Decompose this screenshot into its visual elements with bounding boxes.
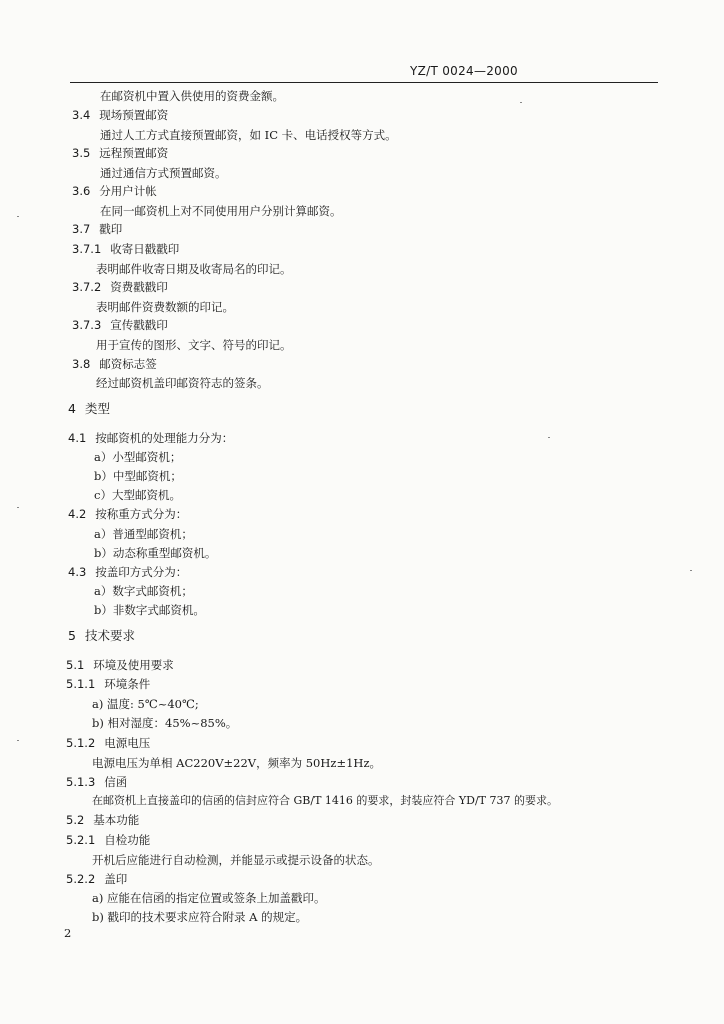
list-item: b）中型邮资机；: [94, 469, 182, 483]
clause-heading-3-7-1: 3.7.1 收寄日戳戳印: [72, 242, 180, 256]
scan-speck: [548, 437, 550, 438]
list-item: a）小型邮资机；: [94, 450, 182, 464]
clause-heading-3-6: 3.6 分用户计帐: [72, 184, 157, 198]
clause-heading-5-1-2: 5.1.2 电源电压: [66, 736, 151, 750]
clause-heading-3-8: 3.8 邮资标志签: [72, 357, 157, 371]
body-text: 通过通信方式预置邮资。: [100, 166, 227, 180]
body-text: 通过人工方式直接预置邮资，如 IC 卡、电话授权等方式。: [100, 128, 397, 142]
body-text: 表明邮件收寄日期及收寄局名的印记。: [96, 262, 292, 276]
list-item: a) 应能在信函的指定位置或签条上加盖戳印。: [92, 891, 326, 905]
section-heading-5: 5 技术要求: [68, 628, 135, 643]
list-item: b）动态称重型邮资机。: [94, 546, 217, 560]
body-text: 开机后应能进行自动检测，并能显示或提示设备的状态。: [92, 853, 380, 867]
scan-speck: [17, 740, 19, 741]
list-item: a）普通型邮资机；: [94, 527, 193, 541]
list-item: b) 相对湿度：45%~85%。: [92, 716, 238, 730]
list-item: a）数字式邮资机；: [94, 584, 193, 598]
body-text: 表明邮件资费数额的印记。: [96, 300, 234, 314]
list-item: c）大型邮资机。: [94, 488, 181, 502]
clause-heading-5-2: 5.2 基本功能: [66, 813, 140, 827]
scan-speck: [17, 216, 19, 217]
document-code-header: YZ/T 0024—2000: [409, 64, 518, 78]
clause-heading-5-1-3: 5.1.3 信函: [66, 775, 128, 789]
clause-heading-4-3: 4.3 按盖印方式分为：: [68, 565, 188, 579]
body-text: 在邮资机中置入供使用的资费金额。: [100, 89, 284, 103]
list-item: b) 戳印的技术要求应符合附录 A 的规定。: [92, 910, 308, 924]
scan-speck: [690, 570, 692, 571]
body-text: 在邮资机上直接盖印的信函的信封应符合 GB/T 1416 的要求，封装应符合 YD/T 737 的要求。: [92, 794, 559, 807]
clause-heading-3-7-2: 3.7.2 资费戳戳印: [72, 280, 168, 294]
clause-heading-4-1: 4.1 按邮资机的处理能力分为：: [68, 431, 234, 445]
scan-speck: [17, 507, 19, 508]
section-heading-4: 4 类型: [68, 401, 110, 416]
list-item: a) 温度: 5℃~40℃;: [92, 697, 199, 711]
clause-heading-3-7: 3.7 戳印: [72, 222, 123, 236]
page-number: 2: [64, 926, 72, 940]
body-text: 经过邮资机盖印邮资符志的签条。: [96, 376, 269, 390]
list-item: b）非数字式邮资机。: [94, 603, 205, 617]
clause-heading-5-1-1: 5.1.1 环境条件: [66, 677, 151, 691]
clause-heading-3-7-3: 3.7.3 宣传戳戳印: [72, 318, 168, 332]
header-rule: [70, 82, 658, 83]
clause-heading-3-4: 3.4 现场预置邮资: [72, 108, 169, 122]
scan-speck: [520, 102, 522, 103]
clause-heading-4-2: 4.2 按称重方式分为：: [68, 507, 188, 521]
body-text: 电源电压为单相 AC220V±22V，频率为 50Hz±1Hz。: [92, 756, 382, 770]
body-text: 在同一邮资机上对不同使用用户分别计算邮资。: [100, 204, 342, 218]
clause-heading-5-2-1: 5.2.1 自检功能: [66, 833, 151, 847]
body-text: 用于宣传的图形、文字、符号的印记。: [96, 338, 292, 352]
clause-heading-5-1: 5.1 环境及使用要求: [66, 658, 174, 672]
clause-heading-3-5: 3.5 远程预置邮资: [72, 146, 169, 160]
clause-heading-5-2-2: 5.2.2 盖印: [66, 872, 128, 886]
